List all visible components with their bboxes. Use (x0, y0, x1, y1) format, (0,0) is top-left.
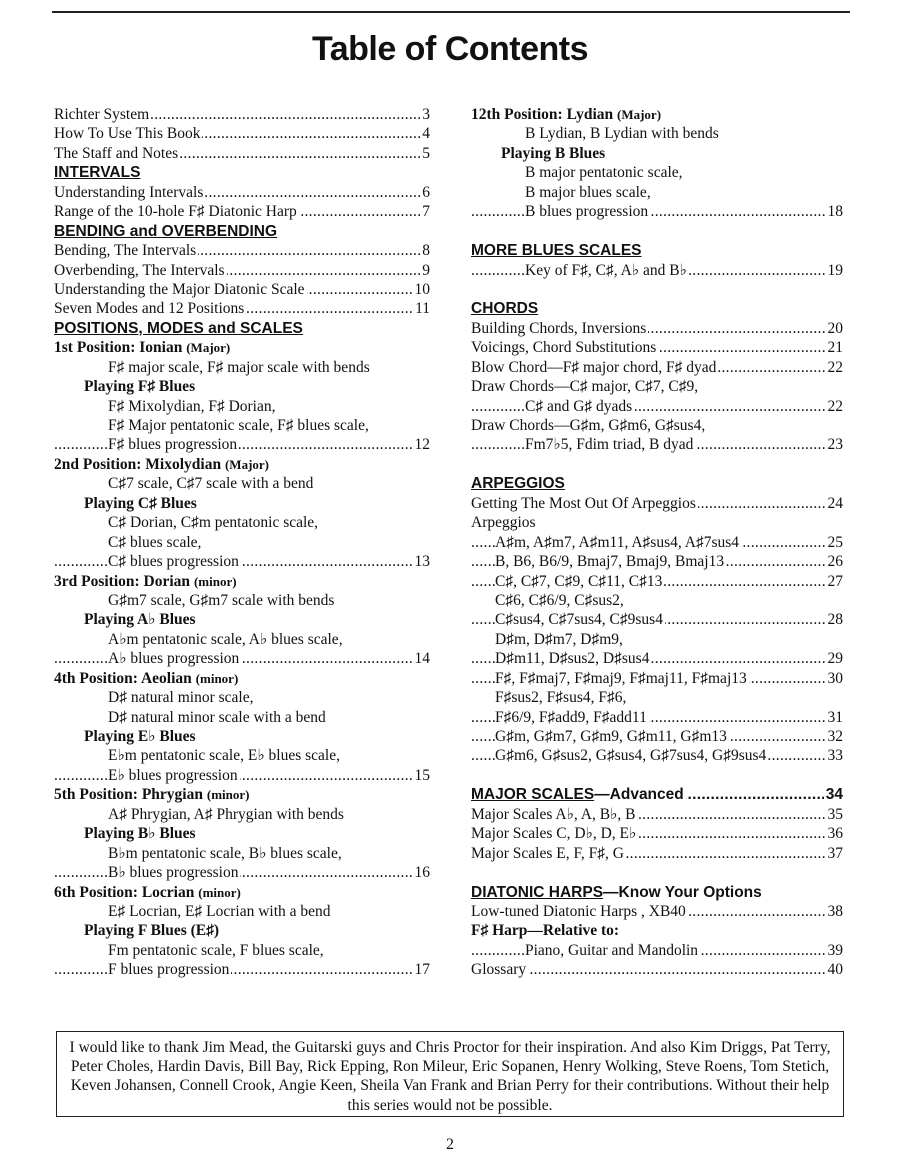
toc-entry-page: 13 (414, 553, 430, 571)
toc-entry (54, 299, 430, 318)
toc-entry (471, 261, 843, 280)
toc-left-column (54, 105, 430, 980)
position-heading (54, 669, 430, 688)
page-number: 2 (446, 1136, 454, 1153)
position-heading-text: 2nd Position: Mixolydian (54, 455, 222, 473)
section-heading (54, 319, 430, 338)
toc-subentry-text: A♭m pentatonic scale, A♭ blues scale, (108, 630, 343, 648)
top-rule (52, 11, 850, 13)
toc-entry-title: Low-tuned Diatonic Harps , XB40 (471, 902, 686, 920)
toc-entry-page: 12 (414, 436, 430, 454)
toc-entry (471, 533, 843, 552)
toc-entry (54, 261, 430, 280)
toc-entry-title: Bending, The Intervals (54, 242, 197, 260)
toc-subentry-text: B major blues scale, (525, 183, 651, 201)
toc-entry-page: 21 (827, 339, 843, 357)
toc-subentry (54, 533, 430, 552)
toc-entry (471, 494, 843, 513)
section-heading (471, 474, 843, 493)
position-mode-tag: (minor) (193, 573, 237, 589)
toc-subentry-text: D♯ natural minor scale with a bend (108, 708, 326, 726)
toc-entry (471, 844, 843, 863)
toc-entry-title: B blues progression (525, 203, 649, 221)
toc-entry-title: Glossary (471, 961, 527, 979)
section-heading-text: MORE BLUES SCALES (471, 242, 642, 260)
toc-entry-title: F♯ blues progression (108, 436, 238, 454)
toc-subentry-text: Draw Chords—C♯ major, C♯7, C♯9, (471, 378, 699, 396)
subsection-heading-text: Playing E♭ Blues (84, 728, 196, 745)
toc-entry-page: 31 (827, 708, 843, 726)
toc-entry-title: G♯m, G♯m7, G♯m9, G♯m11, G♯m13 (495, 728, 727, 745)
toc-entry-title: Major Scales E, F, F♯, G (471, 844, 624, 862)
spacer (471, 455, 843, 474)
toc-entry (54, 241, 430, 260)
position-heading-text: 5th Position: Phrygian (54, 786, 203, 804)
toc-subentry (54, 397, 430, 416)
spacer (471, 222, 843, 241)
toc-subentry (54, 513, 430, 532)
toc-subentry (471, 124, 843, 143)
toc-entry (471, 319, 843, 338)
position-heading-text: 1st Position: Ionian (54, 339, 183, 357)
toc-subentry-text: B major pentatonic scale, (525, 164, 683, 182)
toc-subentry (471, 591, 843, 610)
toc-subentry (471, 377, 843, 396)
toc-entry-page: 5 (422, 144, 430, 162)
toc-subentry-text: C♯7 scale, C♯7 scale with a bend (108, 475, 314, 493)
toc-entry (471, 358, 843, 377)
toc-subentry-text: B Lydian, B Lydian with bends (525, 125, 719, 143)
acknowledgements-box: I would like to thank Jim Mead, the Guitarski guys and Chris Proctor for their inspiration. And also Kim Driggs, Pat Terry, Peter Choles, Hardin Davis, Bill Bay, Rick Epping, Ron Mileur, Eric Sopanen, Henry Wolking, Steve Roens, Tom Stetich, Keven Johansen, Connell Crook, Angie Keen, Sheila Van Frank and Brian Perry for their contributions. Without their help this series would not be possible. (56, 1031, 844, 1117)
toc-entry (471, 397, 843, 416)
position-heading (471, 105, 843, 124)
toc-entry-page: 32 (827, 728, 843, 745)
toc-entry-title: Richter System (54, 106, 150, 123)
position-mode-tag: (minor) (198, 884, 241, 900)
toc-subentry-text: D♯m, D♯m7, D♯m9, (495, 630, 623, 648)
toc-entry-title: C♯, C♯7, C♯9, C♯11, C♯13 (495, 572, 663, 590)
toc-entry-title: Getting The Most Out Of Arpeggios (471, 494, 696, 512)
section-heading (471, 241, 843, 260)
toc-entry (54, 105, 430, 124)
toc-entry-page: 28 (827, 611, 843, 629)
toc-entry-title: C♯ and G♯ dyads (525, 397, 633, 415)
toc-entry-page: 26 (827, 553, 843, 571)
toc-entry (471, 708, 843, 727)
position-mode-tag: (minor) (206, 787, 250, 803)
toc-entry-title: D♯m11, D♯sus2, D♯sus4 (495, 650, 650, 668)
toc-entry (471, 202, 843, 221)
subsection-heading-text: Playing A♭ Blues (84, 611, 196, 629)
position-heading-text: 3rd Position: Dorian (54, 572, 191, 590)
section-heading (54, 222, 430, 241)
toc-entry (54, 124, 430, 143)
toc-entry-title: Fm7♭5, Fdim triad, B dyad (525, 436, 694, 454)
toc-subentry (471, 163, 843, 182)
toc-entry-page: 16 (414, 864, 430, 882)
section-heading-group (471, 884, 762, 901)
toc-entry (471, 572, 843, 591)
subsection-heading-text: Playing B Blues (501, 144, 606, 162)
toc-entry-page: 11 (415, 300, 430, 318)
spacer (471, 280, 843, 299)
toc-entry (54, 435, 430, 454)
toc-entry-title: C♯ blues progression (108, 553, 239, 571)
toc-subentry-text: Fm pentatonic scale, F blues scale, (108, 941, 324, 959)
toc-subentry-text: D♯ natural minor scale, (108, 689, 254, 707)
subsection-heading-text: Playing F Blues (E♯) (84, 922, 220, 940)
toc-subentry-text: F♯ Mixolydian, F♯ Dorian, (108, 397, 276, 415)
position-heading-text: 6th Position: Locrian (54, 883, 195, 901)
toc-entry-title: Understanding the Major Diatonic Scale (54, 280, 305, 298)
toc-entry-page: 36 (827, 825, 843, 843)
toc-entry-title: Key of F♯, C♯, A♭ and B♭ (525, 261, 687, 279)
section-heading (471, 299, 843, 318)
toc-entry-title: Seven Modes and 12 Positions (54, 300, 245, 318)
subsection-heading-text: F♯ Harp—Relative to: (471, 922, 620, 940)
toc-entry-page: 20 (827, 319, 843, 337)
toc-entry-title: A♯m, A♯m7, A♯m11, A♯sus4, A♯7sus4 (495, 533, 740, 551)
toc-subentry-text: Draw Chords—G♯m, G♯m6, G♯sus4, (471, 417, 706, 434)
subsection-heading (54, 921, 430, 940)
toc-subentry (54, 474, 430, 493)
toc-entry (471, 435, 843, 454)
toc-entry (471, 746, 843, 765)
toc-subentry (54, 708, 430, 727)
toc-entry (471, 902, 843, 921)
toc-entry (54, 183, 430, 202)
toc-entry (54, 863, 430, 882)
position-mode-tag: (Major) (186, 340, 231, 356)
section-heading-suffix: —Know Your Options (603, 883, 762, 901)
toc-entry (471, 552, 843, 571)
toc-subentry-text: Arpeggios (471, 514, 536, 532)
toc-entry-page: 10 (414, 280, 430, 298)
toc-entry-page: 14 (414, 650, 430, 668)
toc-entry (54, 960, 430, 979)
toc-subentry (471, 630, 843, 649)
toc-entry-title: Major Scales A♭, A, B♭, B (471, 805, 636, 823)
toc-entry (471, 941, 843, 960)
toc-entry (54, 144, 430, 163)
position-heading (54, 883, 430, 902)
toc-entry-page: 29 (827, 650, 843, 668)
section-heading-text: CHORDS (471, 300, 539, 318)
toc-entry-title: F♯, F♯maj7, F♯maj9, F♯maj11, F♯maj13 (495, 669, 747, 687)
toc-entry-title: How To Use This Book (54, 125, 201, 143)
toc-subentry (54, 902, 430, 921)
toc-entry (471, 649, 843, 668)
toc-entry-page: 18 (827, 203, 843, 221)
toc-entry (54, 766, 430, 785)
toc-entry-page: 15 (414, 766, 430, 784)
section-heading (471, 785, 843, 804)
toc-subentry (471, 183, 843, 202)
toc-subentry-text: C♯6, C♯6/9, C♯sus2, (495, 591, 624, 609)
section-heading-text: BENDING and OVERBENDING (54, 222, 278, 240)
toc-subentry (54, 416, 430, 435)
toc-entry (54, 552, 430, 571)
section-heading (471, 883, 843, 902)
toc-entry-page: 23 (827, 436, 843, 454)
toc-entry (471, 338, 843, 357)
toc-entry-page: 35 (827, 805, 843, 823)
toc-subentry (54, 591, 430, 610)
subsection-heading (54, 824, 430, 843)
toc-entry-page: 33 (827, 747, 843, 765)
toc-subentry (471, 416, 843, 435)
position-heading (54, 572, 430, 591)
toc-entry-page: 17 (414, 961, 430, 979)
subsection-heading (54, 727, 430, 746)
toc-entry-title: Understanding Intervals (54, 183, 204, 201)
subsection-heading-text: Playing B♭ Blues (84, 825, 196, 843)
toc-entry-page: 25 (827, 533, 843, 551)
spacer (471, 863, 843, 882)
toc-entry-title: Voicings, Chord Substitutions (471, 339, 657, 357)
position-heading-text: 12th Position: Lydian (471, 106, 614, 123)
position-heading (54, 785, 430, 804)
toc-entry (471, 805, 843, 824)
toc-entry-page: 6 (422, 183, 430, 201)
toc-subentry-text: G♯m7 scale, G♯m7 scale with bends (108, 591, 335, 609)
toc-entry-page: 9 (422, 261, 430, 279)
toc-entry-page: 4 (422, 125, 430, 143)
toc-entry-title: Range of the 10-hole F♯ Diatonic Harp (54, 203, 297, 221)
toc-entry-title: A♭ blues progression (108, 650, 240, 668)
toc-entry-page: 38 (827, 902, 843, 920)
toc-right-column (471, 105, 843, 980)
toc-entry-page: 7 (422, 203, 430, 221)
toc-subentry-text: E♭m pentatonic scale, E♭ blues scale, (108, 747, 340, 765)
toc-subentry-text: B♭m pentatonic scale, B♭ blues scale, (108, 844, 342, 862)
toc-entry-title: B♭ blues progression (108, 864, 239, 882)
section-heading (54, 163, 430, 182)
toc-subentry-text: E♯ Locrian, E♯ Locrian with a bend (108, 902, 331, 920)
toc-entry-page: 22 (827, 397, 843, 415)
position-mode-tag: (Major) (617, 107, 662, 122)
toc-entry-page: 22 (827, 358, 843, 376)
toc-entry-page: 3 (422, 106, 430, 123)
toc-subentry-text: F♯ Major pentatonic scale, F♯ blues scale, (108, 417, 369, 434)
position-heading (54, 338, 430, 357)
subsection-heading (54, 610, 430, 629)
toc-subentry-text: C♯ blues scale, (108, 533, 202, 551)
toc-entry (471, 824, 843, 843)
toc-entry-page: 24 (827, 494, 843, 512)
toc-entry-title: E♭ blues progression (108, 766, 238, 784)
toc-entry-page: 37 (827, 844, 843, 862)
subsection-heading-text: Playing C♯ Blues (84, 494, 197, 512)
toc-entry (54, 280, 430, 299)
section-heading-text: POSITIONS, MODES and SCALES (54, 319, 303, 337)
toc-subentry (54, 630, 430, 649)
toc-entry-title: Blow Chord—F♯ major chord, F♯ dyad (471, 358, 717, 376)
toc-entry-title: B, B6, B6/9, Bmaj7, Bmaj9, Bmaj13 (495, 553, 725, 571)
position-mode-tag: (Major) (224, 456, 269, 472)
toc-entry-page: 40 (827, 961, 843, 979)
toc-entry-title: Major Scales C, D♭, D, E♭ (471, 825, 637, 843)
position-heading-text: 4th Position: Aeolian (54, 669, 192, 687)
toc-entry-page: 34 (825, 786, 843, 804)
toc-entry (471, 610, 843, 629)
subsection-heading (54, 377, 430, 396)
toc-entry-title: F♯6/9, F♯add9, F♯add11 (495, 708, 647, 726)
toc-subentry (54, 941, 430, 960)
toc-entry (471, 727, 843, 746)
toc-subentry-text: C♯ Dorian, C♯m pentatonic scale, (108, 514, 319, 532)
toc-entry-title: F blues progression (108, 961, 230, 979)
toc-subentry (54, 358, 430, 377)
position-heading (54, 455, 430, 474)
toc-subentry (54, 844, 430, 863)
toc-entry-page: 39 (827, 941, 843, 959)
toc-subentry-text: F♯sus2, F♯sus4, F♯6, (495, 689, 627, 707)
section-heading-suffix: —Advanced (594, 786, 684, 804)
toc-entry-title: Overbending, The Intervals (54, 261, 225, 279)
toc-subentry-text: A♯ Phrygian, A♯ Phrygian with bends (108, 805, 344, 823)
toc-entry-title: The Staff and Notes (54, 144, 179, 162)
toc-entry (471, 960, 843, 979)
toc-entry (471, 669, 843, 688)
subsection-heading (471, 144, 843, 163)
toc-entry-page: 19 (827, 261, 843, 279)
toc-entry-page: 30 (827, 669, 843, 687)
subsection-heading-text: Playing F♯ Blues (84, 378, 196, 396)
toc-subentry (54, 746, 430, 765)
toc-entry-page: 27 (827, 572, 843, 590)
toc-entry-title: C♯sus4, C♯7sus4, C♯9sus4 (495, 611, 663, 629)
toc-subentry (471, 688, 843, 707)
subsection-heading (54, 494, 430, 513)
section-heading-group (471, 786, 686, 803)
toc-subentry (54, 805, 430, 824)
section-heading-text: ARPEGGIOS (471, 475, 565, 493)
spacer (471, 766, 843, 785)
toc-entry (54, 202, 430, 221)
toc-entry-title: Building Chords, Inversions (471, 319, 647, 337)
section-heading-text: MAJOR SCALES (471, 786, 595, 804)
toc-subentry (471, 513, 843, 532)
toc-subentry-text: F♯ major scale, F♯ major scale with bends (108, 358, 370, 376)
toc-subentry (54, 688, 430, 707)
toc-entry-page: 8 (422, 242, 430, 260)
toc-entry-title: Piano, Guitar and Mandolin (525, 941, 699, 959)
position-mode-tag: (minor) (195, 670, 239, 686)
page-title: Table of Contents (311, 30, 589, 68)
section-heading-text: DIATONIC HARPS (471, 883, 604, 901)
section-heading-text: INTERVALS (54, 164, 141, 182)
toc-entry-title: G♯m6, G♯sus2, G♯sus4, G♯7sus4, G♯9sus4 (495, 747, 767, 765)
subsection-heading (471, 921, 843, 940)
toc-entry (54, 649, 430, 668)
